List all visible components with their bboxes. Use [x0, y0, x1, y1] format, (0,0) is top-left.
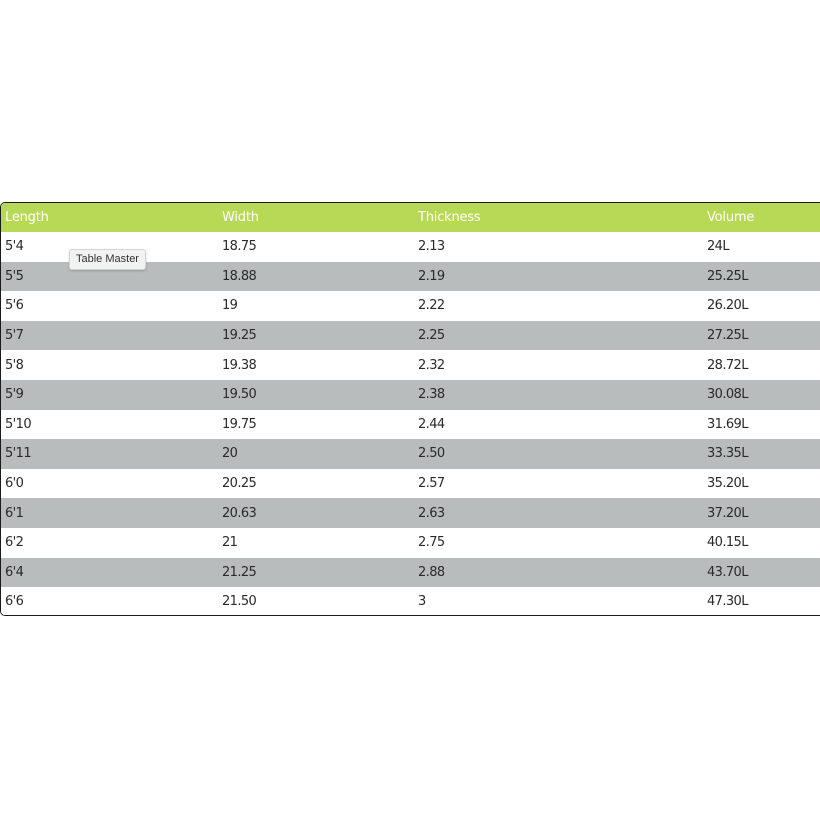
volume-cell: 43.70L — [707, 564, 748, 580]
thickness-cell: 2.88 — [418, 564, 445, 580]
thickness-cell: 2.32 — [418, 357, 445, 373]
width-cell: 19.75 — [222, 416, 257, 432]
table-row — [1, 528, 820, 558]
thickness-cell: 2.50 — [418, 446, 445, 462]
width-cell: 19.25 — [222, 328, 257, 344]
table-row — [1, 498, 820, 528]
width-cell: 18.75 — [222, 239, 257, 255]
volume-cell: 40.15L — [707, 535, 748, 551]
thickness-cell: 2.25 — [418, 328, 445, 344]
table-row — [1, 291, 820, 321]
volume-cell: 31.69L — [707, 416, 748, 432]
thickness-cell: 2.75 — [418, 535, 445, 551]
table-row — [1, 587, 820, 616]
length-cell: 6'0 — [5, 476, 24, 492]
width-cell: 21.50 — [222, 594, 257, 610]
volume-cell: 35.20L — [707, 476, 748, 492]
length-cell: 5'4 — [5, 239, 24, 255]
length-cell: 6'1 — [5, 505, 24, 521]
volume-cell: 25.25L — [707, 268, 748, 284]
thickness-cell: 2.38 — [418, 387, 445, 403]
tooltip: Table Master — [69, 249, 146, 270]
thickness-cell: 3 — [418, 594, 426, 610]
thickness-cell: 2.13 — [418, 239, 445, 255]
volume-cell: 26.20L — [707, 298, 748, 314]
width-cell: 20.25 — [222, 476, 257, 492]
length-cell: 5'8 — [5, 357, 24, 373]
thickness-cell: 2.22 — [418, 298, 445, 314]
table-row — [1, 321, 820, 351]
length-cell: 5'5 — [5, 268, 24, 284]
length-cell: 5'7 — [5, 328, 24, 344]
volume-cell: 27.25L — [707, 328, 748, 344]
header-thickness: Thickness — [418, 210, 481, 225]
thickness-cell: 2.19 — [418, 268, 445, 284]
width-cell: 19.38 — [222, 357, 257, 373]
table-row — [1, 558, 820, 588]
length-cell: 5'10 — [5, 416, 31, 432]
table-body — [1, 232, 820, 616]
table-row — [1, 469, 820, 499]
volume-cell: 24L — [707, 239, 729, 255]
thickness-cell: 2.57 — [418, 476, 445, 492]
width-cell: 19 — [222, 298, 238, 314]
volume-cell: 30.08L — [707, 387, 748, 403]
header-volume: Volume — [707, 210, 755, 225]
header-length: Length — [5, 210, 49, 225]
width-cell: 21 — [222, 535, 238, 551]
length-cell: 5'11 — [5, 446, 31, 462]
length-cell: 6'4 — [5, 564, 24, 580]
length-cell: 5'9 — [5, 387, 24, 403]
volume-cell: 28.72L — [707, 357, 748, 373]
table-row — [1, 410, 820, 440]
table-row — [1, 380, 820, 410]
volume-cell: 47.30L — [707, 594, 748, 610]
length-cell: 5'6 — [5, 298, 24, 314]
width-cell: 20.63 — [222, 505, 257, 521]
table-row — [1, 350, 820, 380]
thickness-cell: 2.63 — [418, 505, 445, 521]
header-width: Width — [222, 210, 259, 225]
width-cell: 18.88 — [222, 268, 257, 284]
width-cell: 20 — [222, 446, 238, 462]
table-row — [1, 439, 820, 469]
length-cell: 6'6 — [5, 594, 24, 610]
volume-cell: 37.20L — [707, 505, 748, 521]
length-cell: 6'2 — [5, 535, 24, 551]
width-cell: 21.25 — [222, 564, 257, 580]
thickness-cell: 2.44 — [418, 416, 445, 432]
table-header-row — [1, 203, 820, 232]
width-cell: 19.50 — [222, 387, 257, 403]
volume-cell: 33.35L — [707, 446, 748, 462]
